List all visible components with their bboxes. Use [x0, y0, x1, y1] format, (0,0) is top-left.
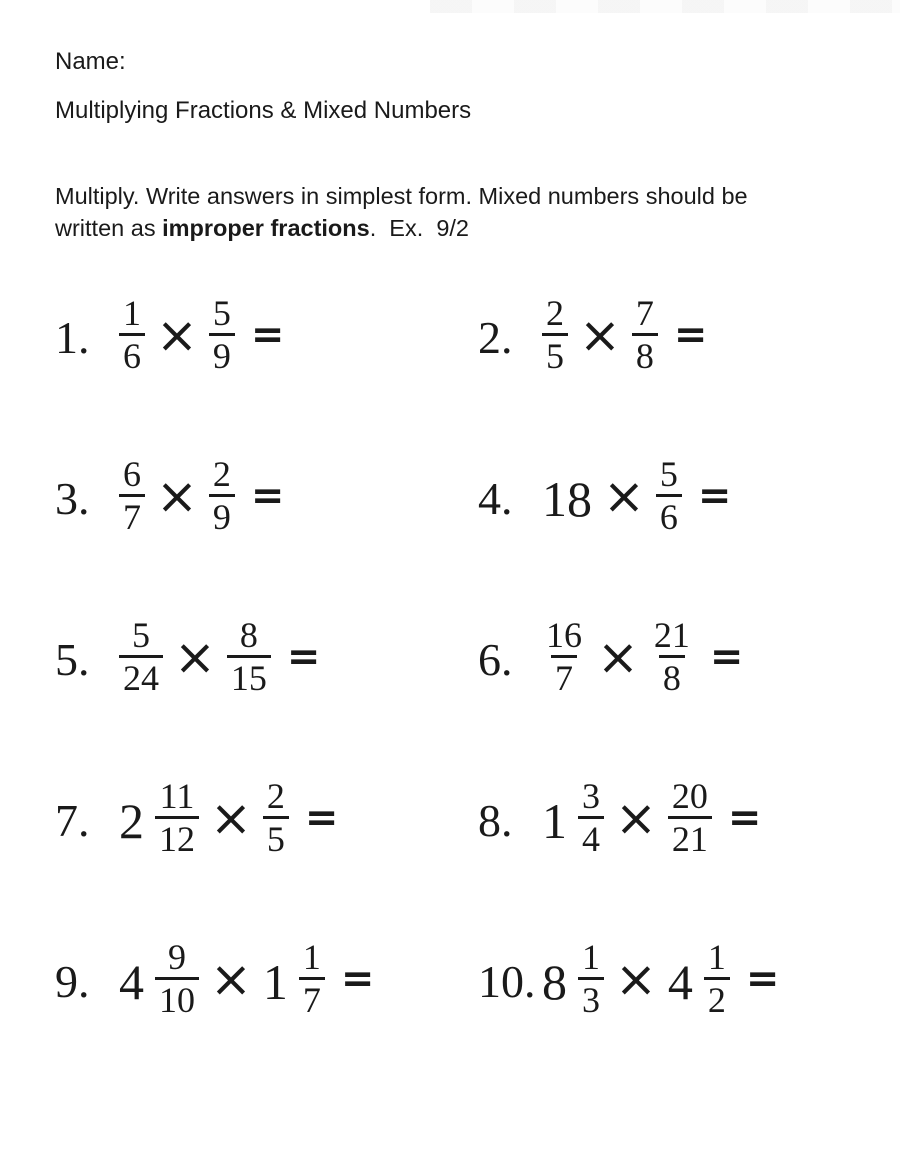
- equals-sign: =: [250, 311, 285, 358]
- whole-number: 18: [542, 470, 592, 527]
- fraction-denominator: 7: [119, 494, 145, 534]
- problem-number: 10.: [478, 955, 536, 1007]
- problem-expression: [119, 292, 285, 376]
- equals-sign: =: [697, 472, 732, 519]
- problem-expression: [542, 775, 762, 859]
- fraction-numerator: 20: [671, 775, 708, 816]
- fraction: [650, 614, 694, 698]
- equals-sign: =: [673, 311, 708, 358]
- problem-5: [55, 614, 478, 698]
- problem-9: [55, 936, 478, 1020]
- fraction-denominator: 24: [119, 655, 163, 695]
- fraction-numerator: 16: [546, 614, 582, 655]
- fraction: [155, 936, 199, 1020]
- fraction-numerator: 2: [546, 292, 564, 333]
- times-sign: ×: [174, 627, 216, 686]
- fraction-denominator: 9: [209, 494, 235, 534]
- fraction-numerator: 3: [582, 775, 600, 816]
- name-label: Name:: [55, 48, 126, 75]
- whole-number: 1: [262, 953, 288, 1010]
- fraction-numerator: 5: [132, 614, 150, 655]
- problem-number: 2.: [478, 311, 513, 363]
- instructions: [55, 180, 845, 244]
- whole-number: 4: [667, 953, 693, 1010]
- instructions-line1: Multiply. Write answers in simplest form. Mixed numbers should be: [55, 183, 748, 209]
- problem-expression: [542, 936, 780, 1020]
- fraction-denominator: 8: [632, 333, 658, 373]
- fraction: [299, 936, 325, 1020]
- problem-number: 5.: [55, 633, 90, 685]
- whole-number: 1: [542, 792, 567, 849]
- problem-4: [478, 453, 900, 537]
- fraction-denominator: 9: [209, 333, 235, 373]
- fraction: [542, 292, 568, 376]
- fraction-numerator: 7: [635, 292, 654, 333]
- fraction: [656, 453, 682, 537]
- fraction-numerator: 21: [653, 614, 690, 655]
- fraction-denominator: 12: [155, 816, 199, 856]
- fraction-denominator: 15: [227, 655, 271, 695]
- times-sign: ×: [156, 305, 198, 364]
- fraction: [578, 775, 604, 859]
- problem-number: 3.: [55, 472, 90, 524]
- problem-2: [478, 292, 900, 376]
- problem-expression: [119, 775, 339, 859]
- problem-1: [55, 292, 478, 376]
- fraction-denominator: 4: [578, 816, 604, 856]
- problem-expression: [542, 614, 744, 698]
- problem-expression: [542, 292, 708, 376]
- fraction-denominator: 5: [542, 333, 568, 373]
- problem-expression: [542, 453, 732, 537]
- problem-number: 1.: [55, 311, 90, 363]
- fraction-denominator: 6: [119, 333, 145, 373]
- fraction-denominator: 5: [263, 816, 289, 856]
- fraction-denominator: 2: [704, 977, 730, 1017]
- times-sign: ×: [210, 949, 252, 1008]
- problem-number: 4.: [478, 472, 513, 524]
- fraction-numerator: 2: [266, 775, 285, 816]
- instructions-bold-phrase: improper fractions: [162, 215, 370, 241]
- fraction-denominator: 7: [551, 655, 577, 695]
- scan-artifact-strip: [430, 0, 900, 13]
- problem-3: [55, 453, 478, 537]
- equals-sign: =: [286, 633, 321, 680]
- problem-number: 9.: [55, 955, 90, 1007]
- fraction-numerator: 6: [123, 453, 141, 494]
- fraction-numerator: 1: [302, 936, 321, 977]
- fraction: [668, 775, 712, 859]
- problem-expression: [119, 453, 285, 537]
- problem-8: [478, 775, 900, 859]
- fraction-numerator: 5: [659, 453, 678, 494]
- times-sign: ×: [615, 788, 657, 847]
- fraction-denominator: 6: [656, 494, 682, 534]
- fraction: [542, 614, 586, 698]
- fraction-numerator: 8: [239, 614, 258, 655]
- whole-number: 2: [119, 792, 144, 849]
- fraction: [155, 775, 199, 859]
- problem-7: [55, 775, 478, 859]
- problems-grid: [55, 254, 900, 1059]
- fraction: [227, 614, 271, 698]
- instructions-line2-suffix: . Ex. 9/2: [369, 215, 469, 241]
- instructions-line2-prefix: written as: [55, 215, 163, 241]
- equals-sign: =: [709, 633, 744, 680]
- fraction-numerator: 1: [582, 936, 600, 977]
- fraction: [578, 936, 604, 1020]
- whole-number: 8: [542, 953, 567, 1010]
- fraction-numerator: 9: [168, 936, 186, 977]
- fraction-numerator: 11: [159, 775, 195, 816]
- times-sign: ×: [579, 305, 621, 364]
- fraction-numerator: 1: [707, 936, 726, 977]
- equals-sign: =: [304, 794, 339, 841]
- fraction: [119, 614, 163, 698]
- equals-sign: =: [745, 955, 780, 1002]
- times-sign: ×: [210, 788, 252, 847]
- problem-number: 8.: [478, 794, 513, 846]
- fraction-numerator: 5: [212, 292, 231, 333]
- fraction-numerator: 1: [123, 292, 141, 333]
- fraction: [119, 292, 145, 376]
- fraction: [119, 453, 145, 537]
- problem-number: 6.: [478, 633, 513, 685]
- equals-sign: =: [340, 955, 375, 1002]
- fraction-denominator: 10: [155, 977, 199, 1017]
- problem-number: 7.: [55, 794, 90, 846]
- fraction: [632, 292, 658, 376]
- problem-expression: [119, 614, 321, 698]
- problem-expression: [119, 936, 375, 1020]
- times-sign: ×: [615, 949, 657, 1008]
- equals-sign: =: [250, 472, 285, 519]
- fraction-denominator: 8: [659, 655, 685, 695]
- times-sign: ×: [156, 466, 198, 525]
- equals-sign: =: [727, 794, 762, 841]
- fraction-denominator: 7: [299, 977, 325, 1017]
- fraction: [704, 936, 730, 1020]
- fraction-numerator: 2: [212, 453, 231, 494]
- fraction: [209, 453, 235, 537]
- problem-6: [478, 614, 900, 698]
- times-sign: ×: [597, 627, 639, 686]
- whole-number: 4: [119, 953, 144, 1010]
- fraction-denominator: 3: [578, 977, 604, 1017]
- times-sign: ×: [603, 466, 645, 525]
- fraction: [209, 292, 235, 376]
- fraction: [263, 775, 289, 859]
- fraction-denominator: 21: [668, 816, 712, 856]
- problem-10: [478, 936, 900, 1020]
- worksheet-title: Multiplying Fractions & Mixed Numbers: [55, 97, 472, 124]
